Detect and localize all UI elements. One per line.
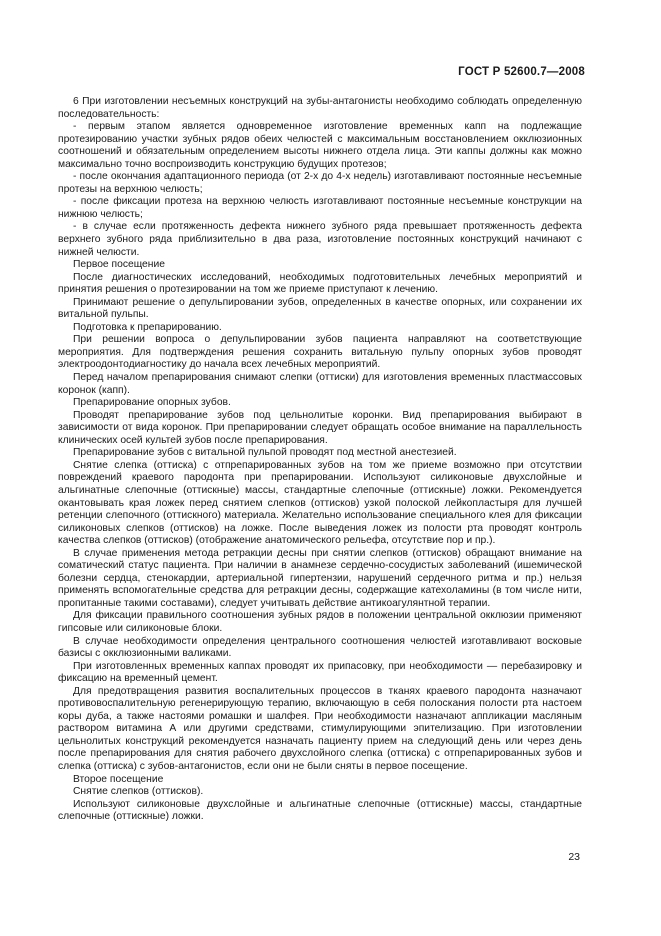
- paragraph-wax-bases: В случае необходимости определения центрального соотношения челюстей изготавливают восковые базисы с окклюзионными валиками.: [58, 635, 582, 660]
- paragraph-depulping-decision: Принимают решение о депульпировании зубов, определенных в качестве опорных, или сохранении их витальной пульпы.: [58, 296, 582, 321]
- paragraph-temporary-caps: При изготовленных временных каппах проводят их припасовку, при необходимости — перебазировку и фиксацию на временный цемент.: [58, 660, 582, 685]
- paragraph-depulping-referral: При решении вопроса о депульпировании зубов пациента направляют на соответствующие мероприятия. Для подтверждения решения сохранить витальную пульпу опорных зубов проводят электроодонтодиагностику до начала всех лечебных мероприятий.: [58, 334, 582, 371]
- paragraph-preparation-heading: Подготовка к препарированию.: [73, 321, 222, 333]
- paragraph-abutment-preparation: Препарирование опорных зубов.: [73, 397, 231, 409]
- list-item-first-stage: - первым этапом является одновременное изготовление временных капп на подлежащие протезированию участки зубных рядов обеих челюстей с максимальным восстановлением окклюзионных соотношений и обязательным определением высоты нижнего отдела лица. Эти каппы должны как можно максимально точно воспроизводить конструкцию будущих протезов;: [58, 121, 582, 170]
- paragraph-impressions-before: Перед началом препарирования снимают слепки (оттиски) для изготовления временных пластмассовых коронок (капп).: [58, 372, 582, 396]
- paragraph-impression-materials: Используют силиконовые двухслойные и альгинатные слепочные (оттискные) массы, стандартные слепочные (оттискные) ложки.: [58, 798, 582, 823]
- paragraph-impression-taking: Снятие слепка (оттиска) с отпрепарированных зубов на том же приеме возможно при отсутствии повреждений краевого пародонта при препарировании. Используют силиконовые двухслойные и альгинатные слепочные (оттискные) массы, стандартные слепочные (оттискные) ложки. Рекомендуется окантовывать края ложек перед снятием слепков (оттисков) узкой полоской лейкопластыря для лучшей ретенции слепочного (оттискного) материала. Желательно использование специального клея для фиксации силиконовых слепков (оттисков) на ложке. После выведения ложек из полости рта проводят контроль качества слепков (оттисков) (отображение анатомического рельефа, отсутствие пор и пр.).: [58, 459, 582, 547]
- paragraph-anti-inflammatory: Для предотвращения развития воспалительных процессов в тканях краевого пародонта назначают противовоспалительную регенерирующую терапию, включающую в себя полоскания полости рта настоем коры дуба, а также настоями ромашки и шалфея. При необходимости назначают аппликации масляным раствором витамина А или другими средствами, стимулирующими эпителизацию. При изготовлении цельнолитых конструкций рекомендуется назначать пациенту прием на следующий день или через день после препарирования для снятия рабочего двухслойного слепка (оттиска) с отпрепарированных зубов и слепка (оттиска) с зубов-антагонистов, если они не были сняты в первое посещение.: [58, 685, 582, 772]
- document-header: ГОСТ Р 52600.7—2008: [458, 66, 585, 78]
- paragraph-item-6-intro: 6 При изготовлении несъемных конструкций на зубы-антагонисты необходимо соблюдать определенную последовательность:: [58, 96, 582, 120]
- list-item-after-adaptation: - после окончания адаптационного периода (от 2-х до 4-х недель) изготавливают постоянные несъемные протезы на верхнюю челюсть;: [58, 171, 582, 195]
- section-heading-second-visit: Второе посещение: [73, 773, 164, 785]
- document-body: [58, 96, 582, 824]
- page-number: 23: [568, 851, 580, 863]
- section-heading-first-visit: Первое посещение: [73, 259, 165, 271]
- paragraph-gingival-retraction: В случае применения метода ретракции десны при снятии слепков (оттисков) обращают внимание на соматический статус пациента. При наличии в анамнезе сердечно-сосудистых заболеваний (ишемической болезни сердца, стенокардии, артериальной гипертензии, нарушений сердечного ритма и пр.) нельзя применять вспомогательные средства для ретракции десны, содержащие катехоламины (в том числе нити, пропитанные такими составами), следует учитывать действие антикоагулянтной терапии.: [58, 547, 582, 609]
- paragraph-cast-crowns: Проводят препарирование зубов под цельнолитые коронки. Вид препарирования выбирают в зависимости от вида коронок. При препарировании следует обращать особое внимание на параллельность клинических осей культей зубов после препарирования.: [58, 409, 582, 446]
- paragraph-occlusion-blocks: Для фиксации правильного соотношения зубных рядов в положении центральной окклюзии применяют гипсовые или силиконовые блоки.: [58, 610, 582, 634]
- list-item-after-upper-fixation: - после фиксации протеза на верхнюю челюсть изготавливают постоянные несъемные конструкции на нижнюю челюсть;: [58, 196, 582, 220]
- paragraph-anesthesia: Препарирование зубов с витальной пульпой проводят под местной анестезией.: [73, 447, 457, 459]
- paragraph-diagnostics: После диагностических исследований, необходимых подготовительных лечебных мероприятий и принятия решения о протезировании на том же приеме приступают к лечению.: [58, 271, 582, 296]
- paragraph-impressions-heading: Снятие слепков (оттисков).: [73, 786, 204, 798]
- list-item-lower-defect: - в случае если протяженность дефекта нижнего зубного ряда превышает протяженность дефекта верхнего зубного ряда приблизительно в два раза, изготовление постоянных конструкций начинают с нижней челюсти.: [58, 221, 582, 258]
